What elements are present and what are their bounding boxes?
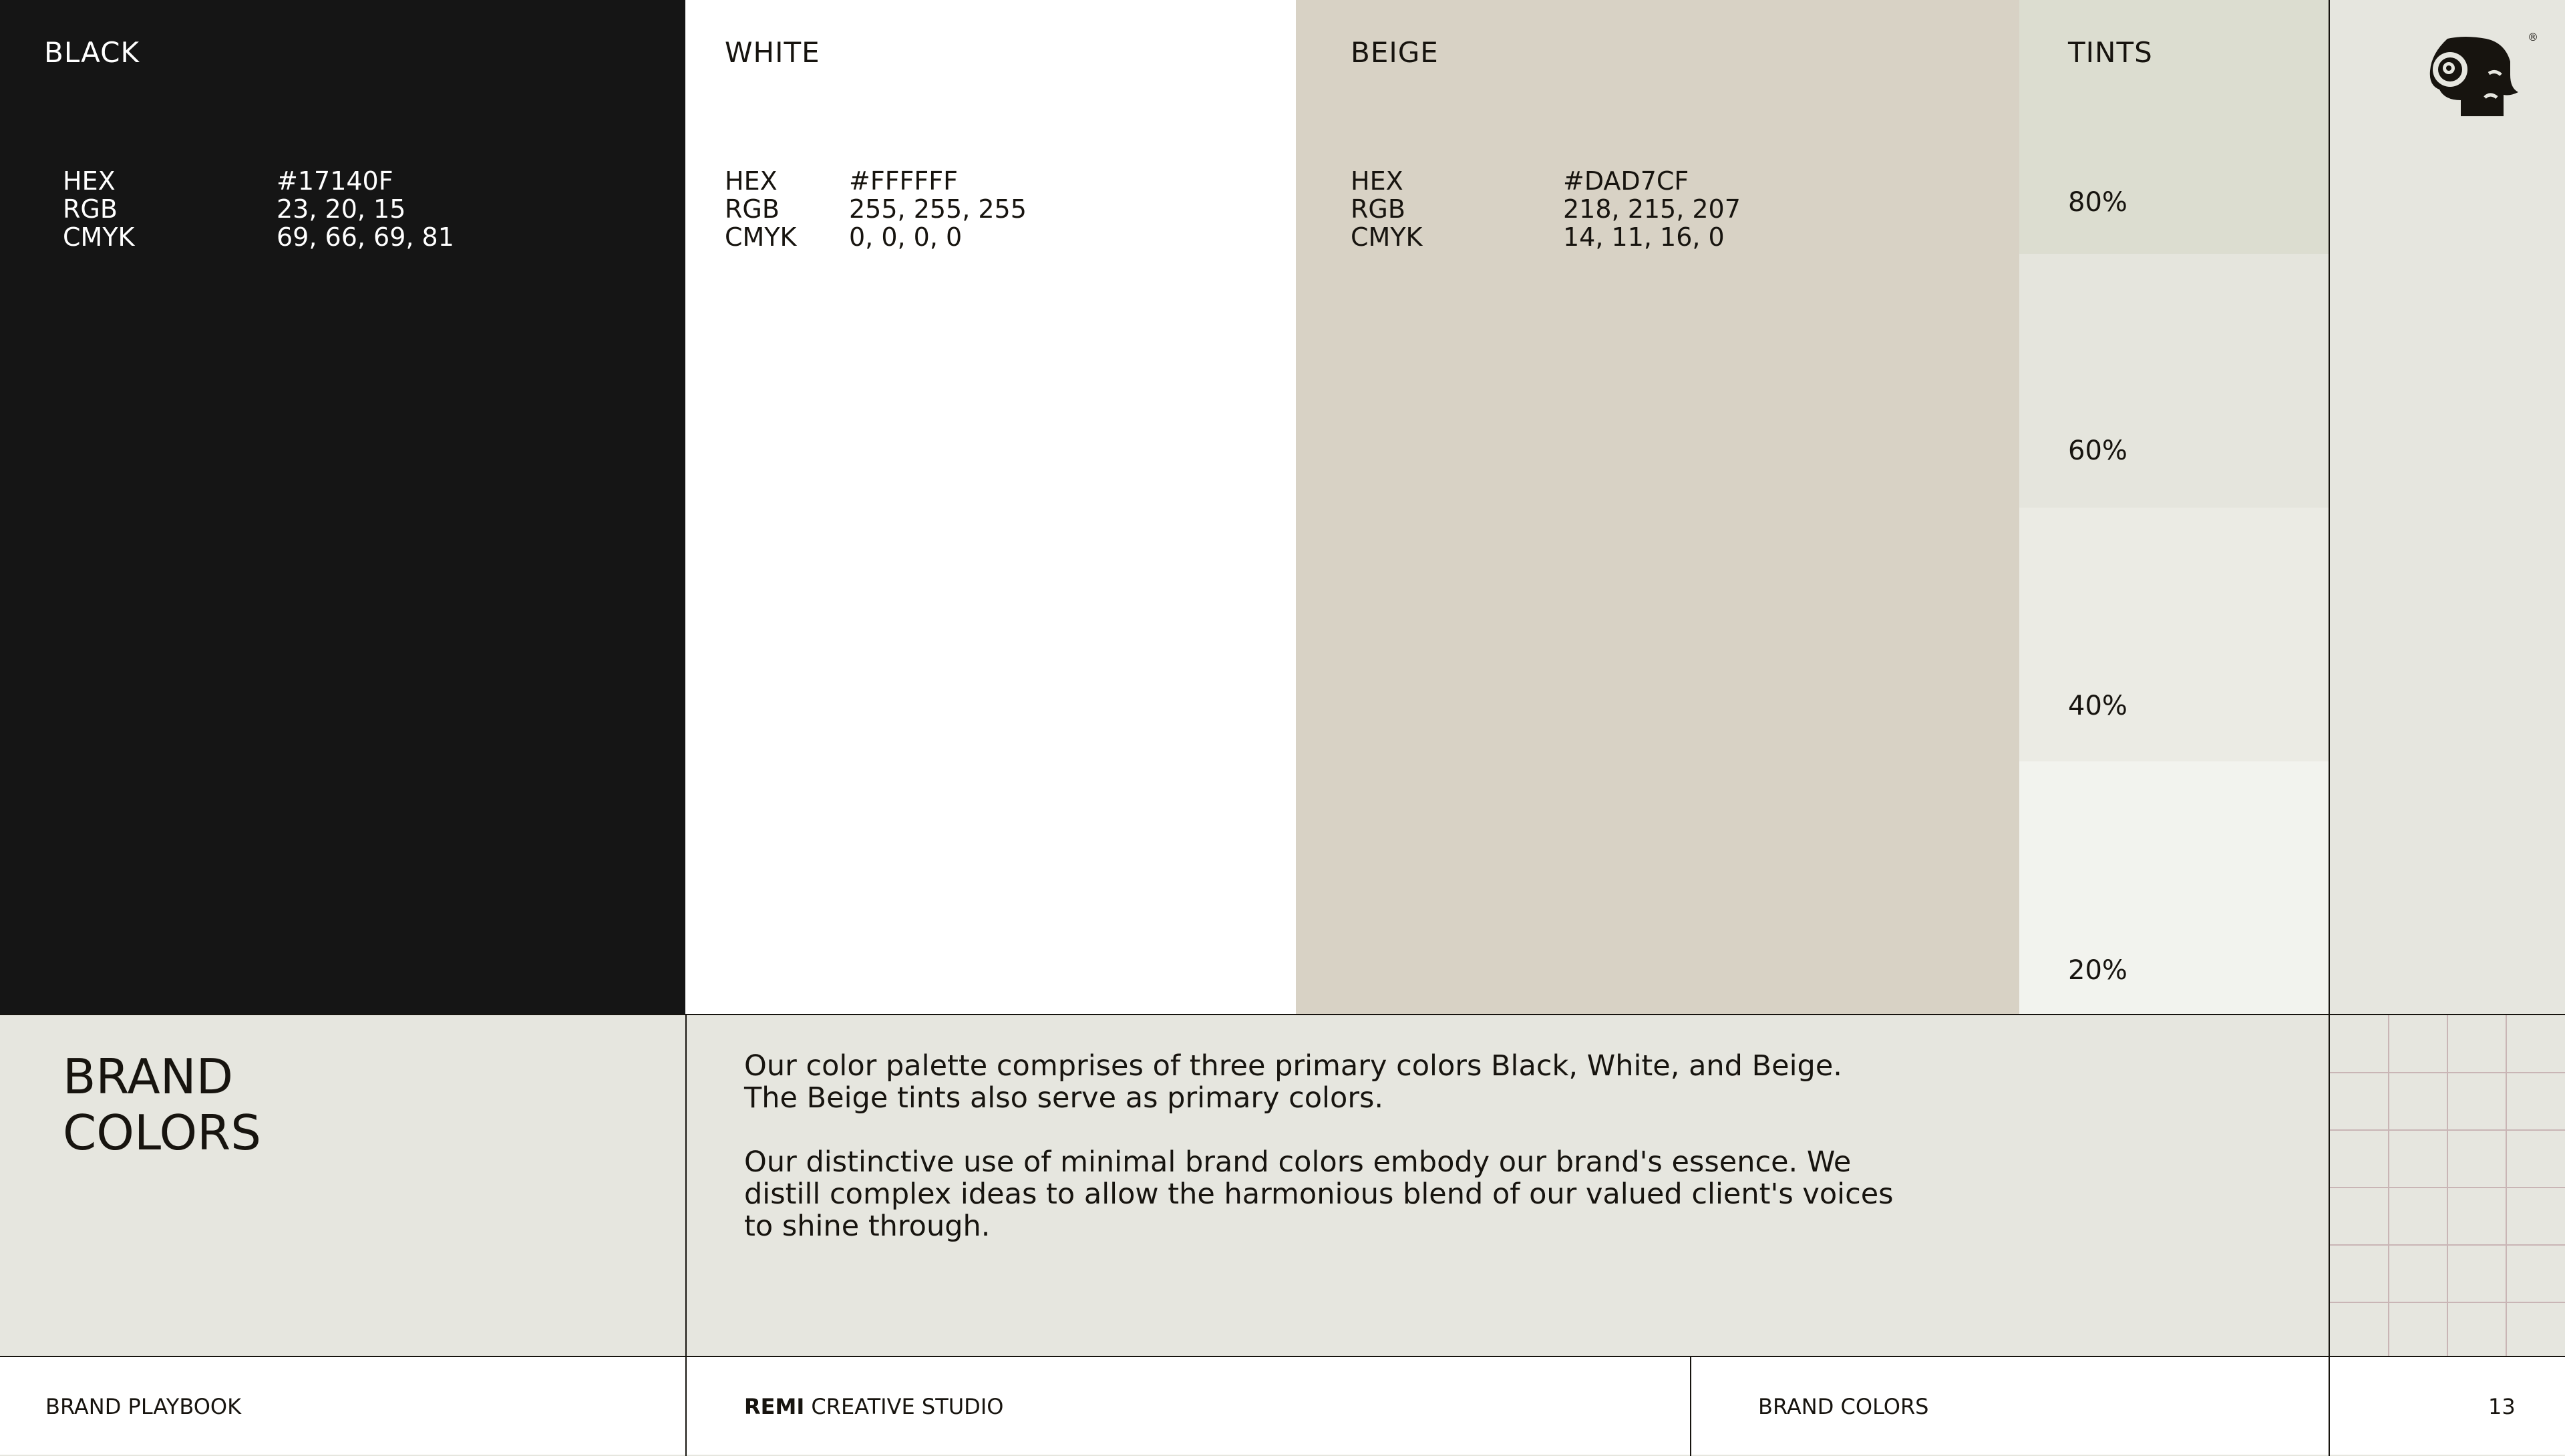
spec-label: HEX (725, 166, 778, 196)
spec-value-cmyk: 0, 0, 0, 0 (849, 222, 963, 252)
section-title-line1: BRAND (63, 1049, 234, 1105)
spec-value-hex: #FFFFFF (849, 166, 958, 196)
spec-label: CMYK (725, 222, 797, 252)
decorative-grid (2330, 1015, 2565, 1356)
page-footer (0, 1356, 2565, 1455)
spec-value-cmyk: 14, 11, 16, 0 (1563, 222, 1725, 252)
section-title (63, 1049, 261, 1161)
swatch-beige (1296, 0, 2019, 1014)
page-number: 13 (2488, 1394, 2516, 1419)
description-paragraph-1 (744, 1050, 2013, 1114)
tint-label-40: 40% (2068, 691, 2127, 721)
tint-label-60: 60% (2068, 435, 2127, 466)
divider (2329, 1357, 2330, 1456)
section-description (744, 1050, 2013, 1274)
spec-value-rgb: 23, 20, 15 (277, 194, 406, 224)
footer-playbook: BRAND PLAYBOOK (45, 1394, 242, 1419)
tint-swatch-20 (2019, 761, 2329, 1014)
swatch-white (685, 0, 1296, 1014)
divider (1690, 1357, 1691, 1456)
spec-value-rgb: 255, 255, 255 (849, 194, 1027, 224)
spec-list-white (725, 167, 1027, 251)
footer-studio-brand: REMI (744, 1394, 805, 1419)
logo-panel (2329, 0, 2565, 1014)
registered-mark: ® (2528, 31, 2538, 43)
description-line: The Beige tints also serve as primary colors. (744, 1081, 1384, 1115)
description-line: Our color palette comprises of three primary colors Black, White, and Beige. (744, 1049, 1842, 1083)
spec-label: CMYK (63, 222, 135, 252)
tint-swatch-40 (2019, 508, 2329, 761)
description-paragraph-2 (744, 1146, 2013, 1242)
swatch-title-black: BLACK (44, 36, 140, 69)
footer-studio-name: CREATIVE STUDIO (804, 1394, 1004, 1419)
section-title-line2: COLORS (63, 1105, 261, 1161)
remi-ram-logo-icon (2425, 31, 2538, 120)
footer-section: BRAND COLORS (1758, 1394, 1929, 1419)
spec-label: CMYK (1351, 222, 1423, 252)
spec-label: RGB (63, 194, 118, 224)
tints-title: TINTS (2068, 36, 2153, 69)
tint-label-80: 80% (2068, 187, 2127, 218)
spec-label: RGB (725, 194, 780, 224)
tint-swatch-60 (2019, 254, 2329, 508)
spec-value-hex: #DAD7CF (1563, 166, 1689, 196)
description-line: distill complex ideas to allow the harmonious blend of our valued client's voices (744, 1177, 1894, 1211)
footer-studio (744, 1357, 1003, 1456)
divider (685, 1357, 687, 1456)
spec-label: HEX (1351, 166, 1403, 196)
tint-label-20: 20% (2068, 955, 2127, 986)
spec-value-hex: #17140F (277, 166, 393, 196)
swatch-title-beige: BEIGE (1351, 36, 1439, 69)
spec-list-black (63, 167, 454, 251)
spec-label: HEX (63, 166, 116, 196)
tints-column (2019, 0, 2329, 1014)
divider (685, 1014, 687, 1356)
swatch-black (0, 0, 685, 1014)
spec-list-beige (1351, 167, 1741, 251)
spec-value-cmyk: 69, 66, 69, 81 (277, 222, 454, 252)
spec-label: RGB (1351, 194, 1405, 224)
tint-swatch-80 (2019, 0, 2329, 254)
swatch-title-white: WHITE (725, 36, 820, 69)
spec-value-rgb: 218, 215, 207 (1563, 194, 1741, 224)
description-line: to shine through. (744, 1210, 991, 1243)
description-line: Our distinctive use of minimal brand colors embody our brand's essence. We (744, 1145, 1852, 1179)
